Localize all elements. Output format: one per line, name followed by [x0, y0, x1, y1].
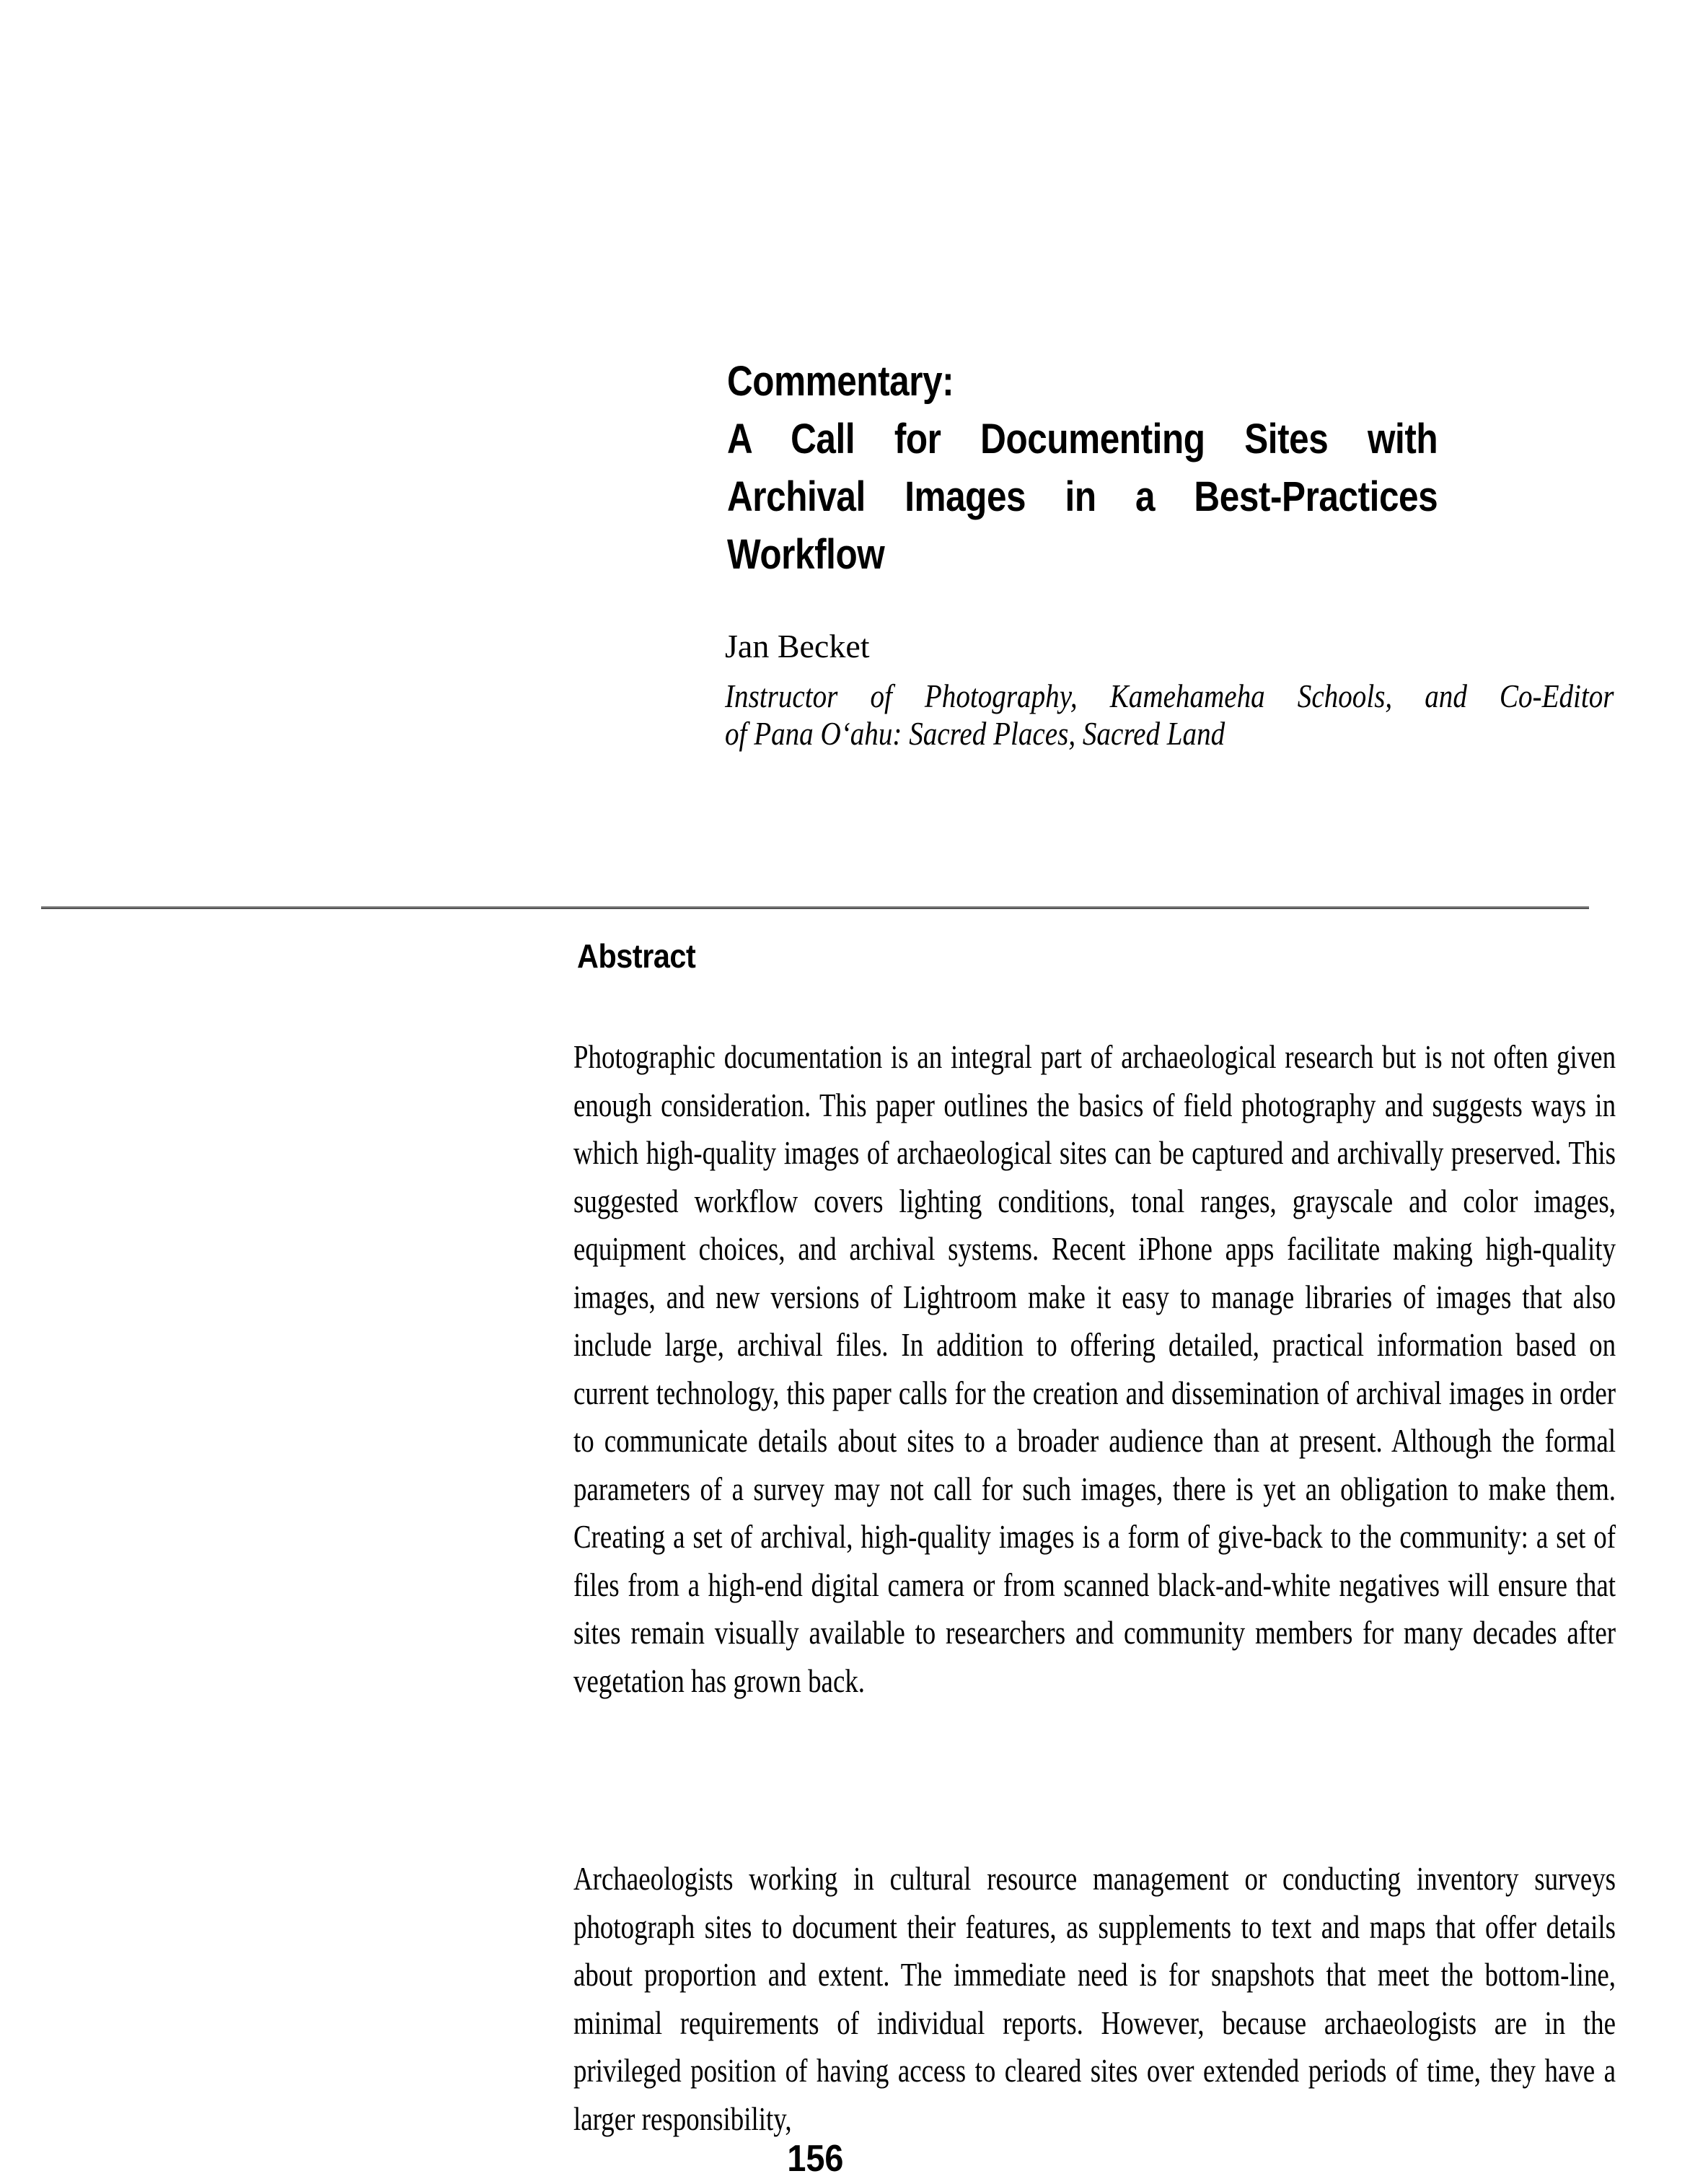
- affiliation-line-1: Instructor of Photography, Kamehameha Schools, and Co-Editor: [725, 677, 1614, 714]
- body-paragraph: Archaeologists working in cultural resource management or conducting inventory surveys photograph sites to document their features, as supplements to text and maps that offer details about proportion and extent. The immediate need is for snapshots that meet the bottom-line, minimal requirements of individual reports. However, because archaeologists are in the privileged position of having access to cleared sites over extended periods of time, they have a larger responsibility,: [573, 1860, 1616, 2137]
- page-number: [41, 2140, 1589, 2178]
- title-line-4: Workflow: [727, 531, 885, 578]
- title-line-2: A Call for Documenting Sites with: [727, 416, 1438, 462]
- abstract-heading: Abstract: [577, 937, 696, 975]
- author-name: Jan Becket: [725, 628, 870, 665]
- page-number-value: 156: [786, 2138, 844, 2180]
- title-line-3: Archival Images in a Best-Practices: [727, 473, 1438, 520]
- section-divider-rule: [41, 906, 1589, 909]
- title-line-kicker: Commentary:: [727, 358, 954, 405]
- abstract-paragraph: Photographic documentation is an integral part of archaeological research but is not often given enough consideration. This paper outlines the basics of field photography and suggests ways in which high-quality images of archaeological sites can be captured and archivally preserved. This suggested workflow covers lighting conditions, tonal ranges, grayscale and color images, equipment choices, and archival systems. Recent iPhone apps facilitate making high-quality images, and new versions of Lightroom make it easy to manage libraries of images that also include large, archival files. In addition to offering detailed, practical information based on current technology, this paper calls for the creation and dissemination of archival images in order to communicate details about sites to a broader audience than at present. Although the formal parameters of a survey may not call for such images, there is yet an obligation to make them. Creating a set of archival, high-quality images is a form of give-back to the community: a set of files from a high-end digital camera or from scanned black-and-white negatives will ensure that sites remain visually available to researchers and community members for many decades after vegetation has grown back.: [573, 1038, 1616, 1699]
- affiliation-line-2: of Pana Oʻahu: Sacred Places, Sacred Land: [725, 715, 1225, 752]
- article-title: [727, 353, 1438, 584]
- author-affiliation: [725, 677, 1614, 753]
